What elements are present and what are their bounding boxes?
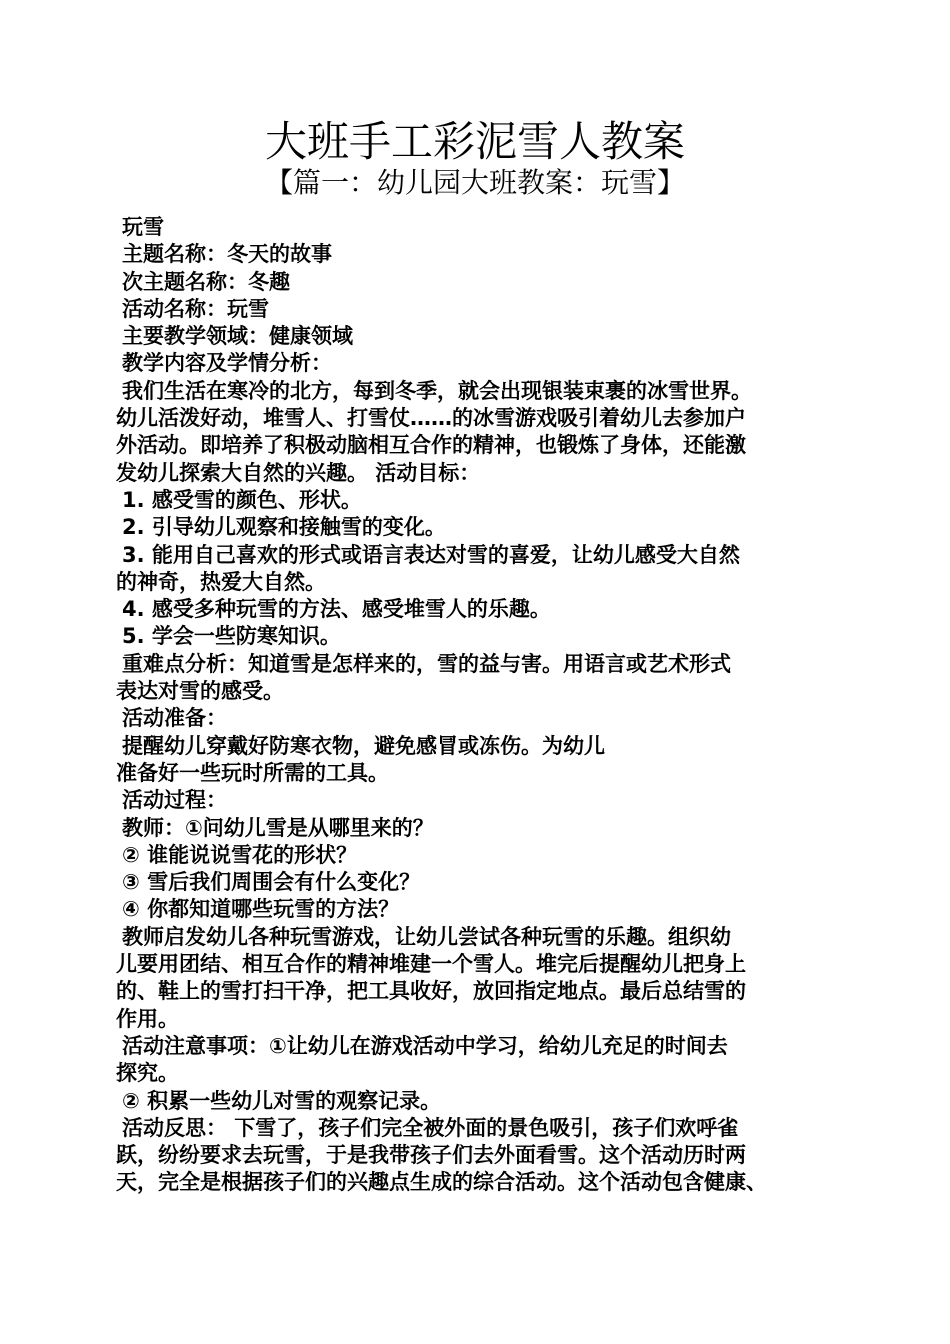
document-body	[116, 214, 856, 1197]
text-line: 活动过程：	[122, 788, 227, 813]
text-line: 外活动。即培养了积极动脑相互合作的精神，也锻炼了身体，还能激	[116, 433, 746, 458]
text-line: 重难点分析：知道雪是怎样来的，雪的益与害。用语言或艺术形式	[122, 651, 731, 676]
text-line: 2. 引导幼儿观察和接触雪的变化。	[122, 515, 446, 540]
text-line: ② 积累一些幼儿对雪的观察记录。	[122, 1088, 442, 1113]
text-line: 我们生活在寒冷的北方，每到冬季，就会出现银装束裹的冰雪世界。	[122, 378, 752, 403]
text-line: 表达对雪的感受。	[116, 679, 284, 704]
text-line: 作用。	[116, 1006, 179, 1031]
text-line: 教学内容及学情分析：	[122, 351, 332, 376]
text-line: ③ 雪后我们周围会有什么变化？	[122, 870, 421, 895]
text-line: 幼儿活泼好动，堆雪人、打雪仗……的冰雪游戏吸引着幼儿去参加户	[116, 406, 746, 431]
text-line: 3. 能用自己喜欢的形式或语言表达对雪的喜爱，让幼儿感受大自然	[122, 542, 740, 567]
text-line: 1. 感受雪的颜色、形状。	[122, 487, 362, 512]
text-line: 玩雪	[122, 215, 164, 239]
text-line: ④ 你都知道哪些玩雪的方法？	[122, 897, 400, 922]
text-line: 教师启发幼儿各种玩雪游戏，让幼儿尝试各种玩雪的乐趣。组织幼	[122, 924, 731, 949]
text-line: 次主题名称：冬趣	[122, 269, 290, 294]
text-line: 的、鞋上的雪打扫干净，把工具收好，放回指定地点。最后总结雪的	[116, 979, 746, 1004]
text-line: 跃，纷纷要求去玩雪，于是我带孩子们去外面看雪。这个活动历时两	[116, 1143, 746, 1168]
text-line: 发幼儿探索大自然的兴趣。 活动目标：	[116, 460, 481, 485]
text-line: 教师：①问幼儿雪是从哪里来的？	[122, 815, 434, 840]
text-line: 天，完全是根据孩子们的兴趣点生成的综合活动。这个活动包含健康、	[116, 1170, 767, 1195]
text-line: 儿要用团结、相互合作的精神堆建一个雪人。堆完后提醒幼儿把身上	[116, 952, 746, 977]
text-line: 提醒幼儿穿戴好防寒衣物，避免感冒或冻伤。为幼儿	[122, 733, 605, 758]
document-title: 大班手工彩泥雪人教案	[264, 117, 685, 166]
text-line: 5. 学会一些防寒知识。	[122, 624, 341, 649]
text-line: 活动注意事项：①让幼儿在游戏活动中学习，给幼儿充足的时间去	[122, 1033, 728, 1058]
text-line: 的神奇，热爱大自然。	[116, 569, 326, 594]
text-line: 主要教学领域：健康领域	[122, 324, 353, 349]
text-line: 4. 感受多种玩雪的方法、感受堆雪人的乐趣。	[122, 597, 551, 622]
text-line: 活动准备：	[122, 706, 227, 731]
text-line: 准备好一些玩时所需的工具。	[116, 760, 389, 785]
text-line: 主题名称：冬天的故事	[122, 242, 332, 267]
text-line: 活动反思： 下雪了，孩子们完全被外面的景色吸引，孩子们欢呼雀	[122, 1115, 739, 1140]
text-line: ② 谁能说说雪花的形状？	[122, 842, 358, 867]
text-line: 探究。	[116, 1061, 179, 1086]
text-line: 活动名称：玩雪	[122, 296, 269, 321]
document-subtitle: 【篇一：幼儿园大班教案：玩雪】	[264, 166, 685, 199]
